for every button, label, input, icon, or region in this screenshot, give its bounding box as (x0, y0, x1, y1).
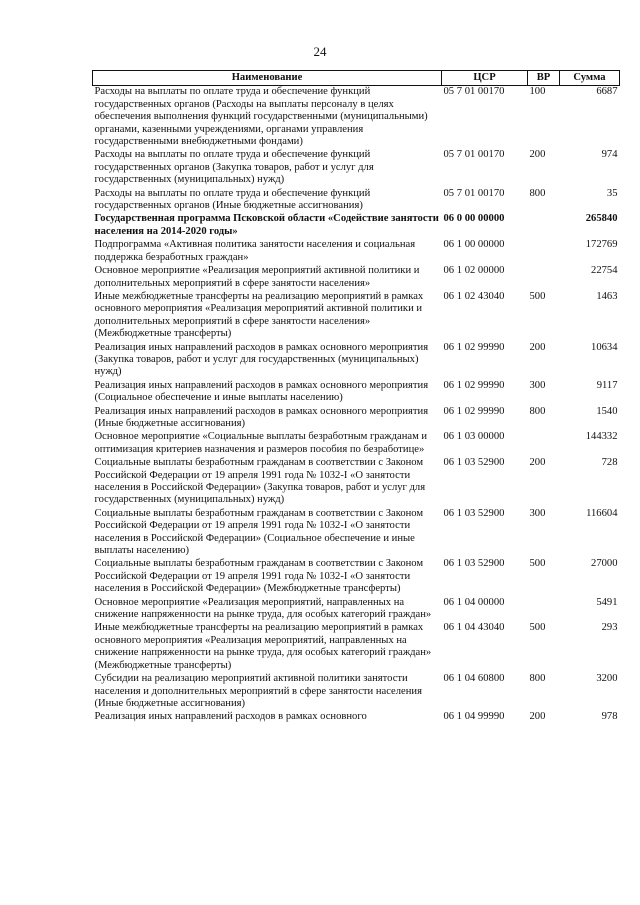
cell-vr: 200 (529, 341, 546, 353)
cell-name: Субсидии на реализацию мероприятий активной политики занятости населения и дополнительных мероприятий в сфере занятости населения (Иные бюджетные ассигнования) (94, 673, 422, 709)
cell-name: Иные межбюджетные трансферты на реализацию мероприятий в рамках основного мероприятия «Реализация мероприятий, направленных на снижение напряженности на рынке труда, для особых категорий граждан» (Межбюджетные трансферты) (94, 622, 432, 671)
header-vr: ВР (528, 71, 560, 86)
table-row (93, 406, 620, 432)
cell-sum: 1540 (596, 405, 618, 417)
cell-name: Реализация иных направлений расходов в рамках основного мероприятия (Социальное обеспечение и иные выплаты населению) (94, 379, 429, 404)
header-csr: ЦСР (442, 71, 528, 86)
page-number: 24 (313, 44, 327, 59)
cell-sum: 978 (601, 711, 618, 723)
cell-sum: 9117 (596, 379, 618, 391)
table-row (93, 149, 620, 187)
cell-csr: 06 1 03 00000 (443, 431, 505, 443)
cell-sum: 10634 (591, 341, 618, 353)
table-row (93, 622, 620, 673)
budget-table (92, 70, 620, 725)
cell-csr: 05 7 01 00170 (443, 86, 505, 98)
cell-sum: 728 (601, 457, 618, 469)
cell-name: Социальные выплаты безработным гражданам в соответствии с Законом Российской Федерации от 19 апреля 1991 года № 1032-I «О занятости населения в Российской Федерации» (Социальное обеспечение и иные выплаты населению) (94, 507, 424, 557)
cell-name: Государственная программа Псковской области «Содействие занятости населения на 2014-2020 годы» (94, 213, 439, 237)
cell-csr: 06 1 04 99990 (443, 711, 505, 723)
cell-vr: 500 (529, 290, 546, 302)
cell-name: Подпрограмма «Активная политика занятости населения и социальная поддержка безработных граждан» (94, 239, 416, 263)
cell-csr: 06 1 02 99990 (443, 379, 505, 391)
table-header-row (93, 71, 620, 86)
cell-name: Реализация иных направлений расходов в рамках основного (94, 711, 367, 723)
cell-name: Расходы на выплаты по оплате труда и обеспечение функций государственных органов (Закупка товаров, работ и услуг для государственных (муниципальных) нужд) (94, 149, 374, 186)
cell-sum: 22754 (591, 265, 618, 277)
cell-vr (528, 265, 560, 291)
table-body (93, 86, 620, 725)
table-row (93, 291, 620, 342)
cell-vr: 300 (529, 507, 546, 519)
cell-sum: 35 (606, 187, 618, 199)
cell-vr: 500 (529, 558, 546, 570)
cell-name: Основное мероприятие «Социальные выплаты безработным гражданам и оптимизация критериев назначения и размеров пособия по безработице» (94, 431, 428, 455)
cell-csr: 06 1 03 52900 (443, 558, 505, 570)
cell-csr: 06 1 04 60800 (443, 673, 505, 685)
cell-vr (528, 239, 560, 265)
cell-sum: 144332 (585, 431, 618, 443)
cell-vr: 100 (529, 86, 546, 98)
cell-vr: 800 (529, 405, 546, 417)
cell-csr: 06 0 00 00000 (443, 213, 505, 225)
cell-vr (528, 431, 560, 457)
cell-vr: 300 (529, 379, 546, 391)
cell-vr: 800 (529, 187, 546, 199)
table-row (93, 711, 620, 724)
table-row (93, 239, 620, 265)
table-row (93, 431, 620, 457)
header-name: Наименование (93, 71, 442, 86)
cell-csr: 06 1 04 43040 (443, 622, 505, 634)
cell-name: Социальные выплаты безработным гражданам в соответствии с Законом Российской Федерации от 19 апреля 1991 года № 1032-I «О занятости населения в Российской Федерации» (Закупка товаров, работ и услуг для государственных (муниципальных) нужд) (94, 457, 426, 506)
cell-csr: 06 1 02 99990 (443, 341, 505, 353)
cell-csr: 06 1 04 00000 (443, 596, 505, 608)
cell-sum: 265840 (585, 213, 618, 225)
cell-vr: 200 (529, 457, 546, 469)
table-row (93, 558, 620, 596)
table-row (93, 265, 620, 291)
cell-csr: 06 1 03 52900 (443, 507, 505, 519)
table-row (93, 342, 620, 380)
cell-sum: 6687 (596, 86, 618, 98)
table-row (93, 597, 620, 623)
cell-vr: 800 (529, 673, 546, 685)
table-row (93, 188, 620, 214)
cell-csr: 06 1 02 43040 (443, 290, 505, 302)
cell-sum: 116604 (586, 507, 618, 519)
cell-sum: 293 (601, 622, 618, 634)
cell-sum: 1463 (596, 290, 618, 302)
cell-csr: 05 7 01 00170 (443, 187, 505, 199)
cell-name: Основное мероприятие «Реализация мероприятий, направленных на снижение напряженности на рынке труда, для особых категорий граждан» (94, 596, 432, 621)
table-row (93, 508, 620, 559)
cell-sum: 974 (601, 149, 618, 161)
cell-csr: 06 1 02 00000 (443, 265, 505, 277)
table-row (93, 457, 620, 508)
cell-vr: 200 (529, 711, 546, 723)
table-row (93, 213, 620, 239)
cell-vr (528, 213, 560, 239)
cell-csr: 05 7 01 00170 (443, 149, 505, 161)
cell-name: Реализация иных направлений расходов в рамках основного мероприятия (Закупка товаров, работ и услуг для государственных (муниципальных) нужд) (94, 341, 429, 378)
header-sum: Сумма (560, 71, 620, 86)
table-row (93, 86, 620, 150)
cell-vr: 200 (529, 149, 546, 161)
cell-name: Реализация иных направлений расходов в рамках основного мероприятия (Иные бюджетные ассигнования) (94, 405, 429, 429)
cell-name: Основное мероприятие «Реализация мероприятий активной политики и дополнительных мероприятий в сфере занятости населения» (94, 265, 420, 289)
cell-csr: 06 1 00 00000 (443, 239, 505, 251)
cell-name: Расходы на выплаты по оплате труда и обеспечение функций государственных органов (Иные бюджетные ассигнования) (94, 187, 371, 212)
cell-name: Расходы на выплаты по оплате труда и обеспечение функций государственных органов (Расходы на выплаты персоналу в целях обеспечения выполнения функций государственными (муниципальными) органами, казенными учреждениями, органами управления государственными внебюджетными фондами) (94, 86, 428, 148)
cell-sum: 3200 (596, 673, 618, 685)
cell-sum: 5491 (596, 596, 618, 608)
table-row (93, 380, 620, 406)
cell-sum: 27000 (591, 558, 618, 570)
cell-name: Социальные выплаты безработным гражданам в соответствии с Законом Российской Федерации от 19 апреля 1991 года № 1032-I «О занятости населения в Российской Федерации» (Межбюджетные трансферты) (94, 558, 424, 595)
cell-vr (528, 597, 560, 623)
table-row (93, 673, 620, 711)
cell-csr: 06 1 02 99990 (443, 405, 505, 417)
cell-sum: 172769 (585, 239, 618, 251)
cell-csr: 06 1 03 52900 (443, 457, 505, 469)
cell-name: Иные межбюджетные трансферты на реализацию мероприятий в рамках основного мероприятия «Реализация мероприятий активной политики и дополнительных мероприятий в сфере занятости населения» (Межбюджетные трансферты) (94, 290, 424, 340)
cell-vr: 500 (529, 622, 546, 634)
